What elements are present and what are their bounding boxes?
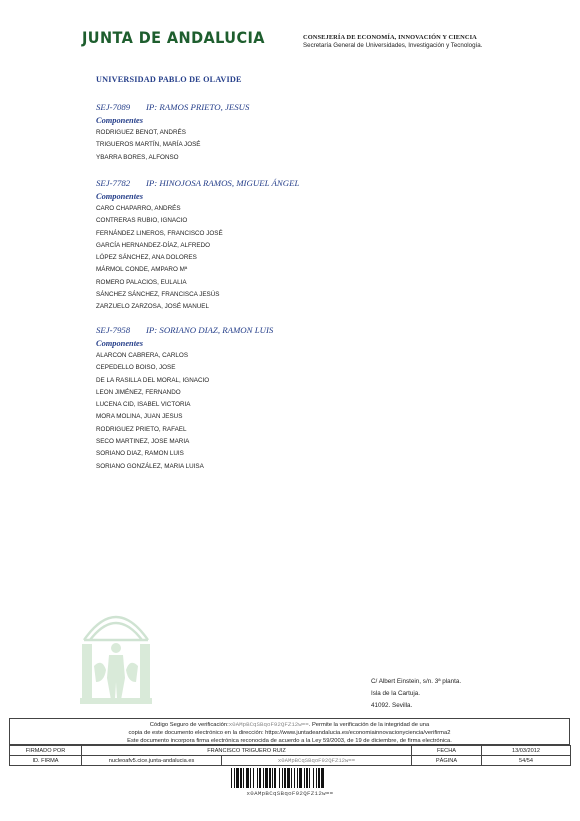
address-line: C/ Albert Einstein, s/n. 3ª planta. <box>371 678 462 685</box>
member-name: LÓPEZ SÁNCHEZ, ANA DOLORES <box>96 254 197 262</box>
member-name: SÁNCHEZ SÁNCHEZ, FRANCISCA JESÚS <box>96 291 220 299</box>
member-name: MORA MOLINA, JUAN JESUS <box>96 413 183 421</box>
member-name: ZARZUELO ZARZOSA, JOSÉ MANUEL <box>96 303 210 311</box>
signature-date: 13/03/2012 <box>482 746 571 756</box>
group-code: SEJ-7782 <box>96 178 131 188</box>
research-group <box>96 324 273 473</box>
member-name: LUCENA CID, ISABEL VICTORIA <box>96 401 191 409</box>
verification-url-line: copia de este documento electrónico en la dirección: https://www.juntadeandalucia.es/economiainnovacionyciencia/verifirma2 <box>128 729 451 736</box>
junta-logo-text: JUNTA DE ANDALUCIA <box>82 30 265 48</box>
group-ip: IP: RAMOS PRIETO, JESUS <box>146 102 250 112</box>
group-ip: IP: SORIANO DIAZ, RAMON LUIS <box>146 325 274 335</box>
group-code: SEJ-7089 <box>96 102 131 112</box>
verification-barcode <box>231 768 349 788</box>
verification-suffix: . Permite la verificación de la integridad de una <box>308 722 430 728</box>
signature-server: nucleoafv5.cice.junta-andalucia.es <box>82 756 222 766</box>
date-label: FECHA <box>412 746 482 756</box>
member-name: CONTRERAS RUBIO, IGNACIO <box>96 217 188 225</box>
barcode-caption: x0AMpBCqSBqoF92QFZ12w== <box>246 790 334 797</box>
components-label: Componentes <box>96 339 143 348</box>
verification-prefix: Código Seguro de verificación: <box>149 722 229 728</box>
secretaria-subtitle: Secretaría General de Universidades, Investigación y Tecnología. <box>303 42 483 49</box>
member-name: ROMERO PALACIOS, EULALIA <box>96 278 187 286</box>
member-name: ALARCON CABRERA, CARLOS <box>96 352 189 359</box>
page-number: 54/54 <box>482 756 571 766</box>
consejeria-title: CONSEJERÍA DE ECONOMÍA, INNOVACIÓN Y CIENCIA <box>303 34 477 41</box>
member-name: DE LA RASILLA DEL MORAL, IGNACIO <box>96 376 210 384</box>
research-group <box>96 177 299 314</box>
member-name: SORIANO DIAZ, RAMON LUIS <box>96 450 184 458</box>
verification-code: x0AMpBCqSBqoF92QFZ12w== <box>228 721 309 728</box>
group-ip: IP: HINOJOSA RAMOS, MIGUEL ÁNGEL <box>146 178 300 188</box>
member-name: CEPEDELLO BOISO, JOSE <box>96 364 176 372</box>
member-name: MÁRMOL CONDE, AMPARO Mª <box>96 266 188 274</box>
member-name: RODRIGUEZ PRIETO, RAFAEL <box>96 425 187 433</box>
office-address <box>371 676 461 712</box>
table-row <box>10 746 571 756</box>
group-code: SEJ-7958 <box>96 325 131 335</box>
member-name: SORIANO GONZÁLEZ, MARIA LUISA <box>96 462 204 470</box>
member-name: TRIGUEROS MARTÍN, MARÍA JOSÉ <box>96 141 201 149</box>
member-name: SECO MARTINEZ, JOSE MARIA <box>96 438 190 446</box>
page-label: PÁGINA <box>412 756 482 766</box>
address-line: 41092. Sevilla. <box>371 702 413 709</box>
member-name: YBARRA BORES, ALFONSO <box>96 153 179 161</box>
verification-notice <box>9 718 570 745</box>
verification-law-line: Este documento incorpora firma electrónica reconocida de acuerdo a la Ley 59/2003, de 19 de diciembre, de firma electrónica. <box>127 737 452 744</box>
member-name: CARO CHAPARRO, ANDRÉS <box>96 205 181 212</box>
member-name: LEON JIMÉNEZ, FERNANDO <box>96 388 181 396</box>
components-label: Componentes <box>96 116 143 125</box>
research-group <box>96 101 249 164</box>
signed-by-label: FIRMADO POR <box>10 746 82 756</box>
signature-code: x0AMpBCqSBqoF92QFZ12w== <box>222 756 412 766</box>
university-heading: UNIVERSIDAD PABLO DE OLAVIDE <box>96 75 242 84</box>
andalucia-emblem-watermark <box>80 600 152 704</box>
signature-id-label: ID. FIRMA <box>10 756 82 766</box>
member-name: GARCÍA HERNANDEZ-DÍAZ, ALFREDO <box>96 241 211 249</box>
table-row <box>10 756 571 766</box>
member-name: FERNÁNDEZ LINEROS, FRANCISCO JOSÉ <box>96 229 223 237</box>
address-line: Isla de la Cartuja. <box>371 690 421 697</box>
components-label: Componentes <box>96 192 143 201</box>
member-name: RODRIGUEZ BENOT, ANDRÉS <box>96 129 186 136</box>
signer-name: FRANCISCO TRIGUERO RUIZ <box>82 746 412 756</box>
signature-table <box>9 745 571 766</box>
